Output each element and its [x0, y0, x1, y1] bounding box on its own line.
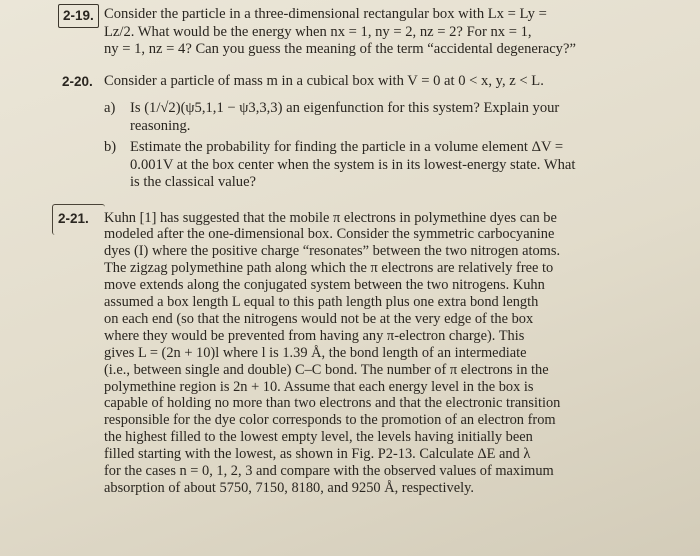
sub-line: Estimate the probability for finding the particle in a volume element ΔV =: [130, 139, 564, 155]
problem-intro: Consider a particle of mass m in a cubical box with V = 0 at 0 < x, y, z < L.: [104, 72, 544, 89]
problem-line: polymethine region is 2n + 10. Assume that each energy level in the box is: [104, 378, 534, 395]
problem-line: absorption of about 5750, 7150, 8180, and 9250 Å, respectively.: [104, 480, 474, 496]
problem-line: Lz/2. What would be the energy when nx = 1, ny = 2, nz = 2? For nx = 1,: [104, 23, 532, 40]
problem-2-20: [62, 73, 686, 192]
problem-2-19: [62, 6, 686, 59]
sub-line: Is (1/√2)(ψ5,1,1 − ψ3,3,3) an eigenfunction for this system? Explain your: [130, 100, 560, 116]
problem-line: the highest filled to the lowest empty level, the levels having initially been: [104, 429, 533, 446]
problem-line: filled starting with the lowest, as shown in Fig. P2-13. Calculate ΔE and λ: [104, 446, 531, 463]
sub-line: reasoning.: [130, 117, 191, 134]
sub-question-b: [104, 139, 686, 192]
problem-line: Kuhn [1] has suggested that the mobile π electrons in polymethine dyes can be: [104, 209, 557, 226]
problem-2-21: [58, 209, 686, 497]
problem-line: responsible for the dye color corresponds to the promotion of an electron from: [104, 412, 556, 429]
sub-line: is the classical value?: [130, 174, 257, 190]
problem-line: on each end (so that the nitrogens would not be at the very edge of the box: [104, 310, 534, 327]
problem-line: gives L = (2n + 10)l where l is 1.39 Å, the bond length of an intermediate: [104, 344, 527, 361]
problem-number: 2-19.: [58, 4, 99, 28]
problem-line: assumed a box length L equal to this path length plus one extra bond length: [104, 294, 539, 311]
problem-line: for the cases n = 0, 1, 2, 3 and compare with the observed values of maximum: [104, 463, 554, 480]
sub-label: a): [104, 100, 116, 116]
problem-line: dyes (I) where the positive charge “resonates” between the two nitrogen atoms.: [104, 243, 561, 260]
pen-bracket-mark: [52, 204, 105, 235]
sub-question-a: [104, 100, 686, 135]
problem-line: capable of holding no more than two electrons and that the electronic transition: [104, 395, 561, 412]
sub-line: 0.001V at the box center when the system is in its lowest-energy state. What: [130, 156, 576, 173]
problem-line: ny = 1, nz = 4? Can you guess the meaning of the term “accidental degeneracy?”: [104, 41, 576, 57]
problem-line: where they would be prevented from having any π-electron charge). This: [104, 327, 525, 344]
problem-line: Consider the particle in a three-dimensional rectangular box with Lx = Ly =: [104, 6, 547, 22]
problem-number: 2-21.: [58, 210, 89, 226]
problem-line: The zigzag polymethine path along which the π electrons are relatively free to: [104, 260, 554, 277]
sub-label: b): [104, 139, 117, 155]
problem-number: 2-20.: [62, 73, 93, 89]
problem-line: modeled after the one-dimensional box. Consider the symmetric carbocyanine: [104, 226, 555, 243]
problem-line: move extends along the conjugated system between the two nitrogens. Kuhn: [104, 277, 545, 294]
problem-line: (i.e., between single and double) C–C bond. The number of π electrons in the: [104, 361, 549, 378]
